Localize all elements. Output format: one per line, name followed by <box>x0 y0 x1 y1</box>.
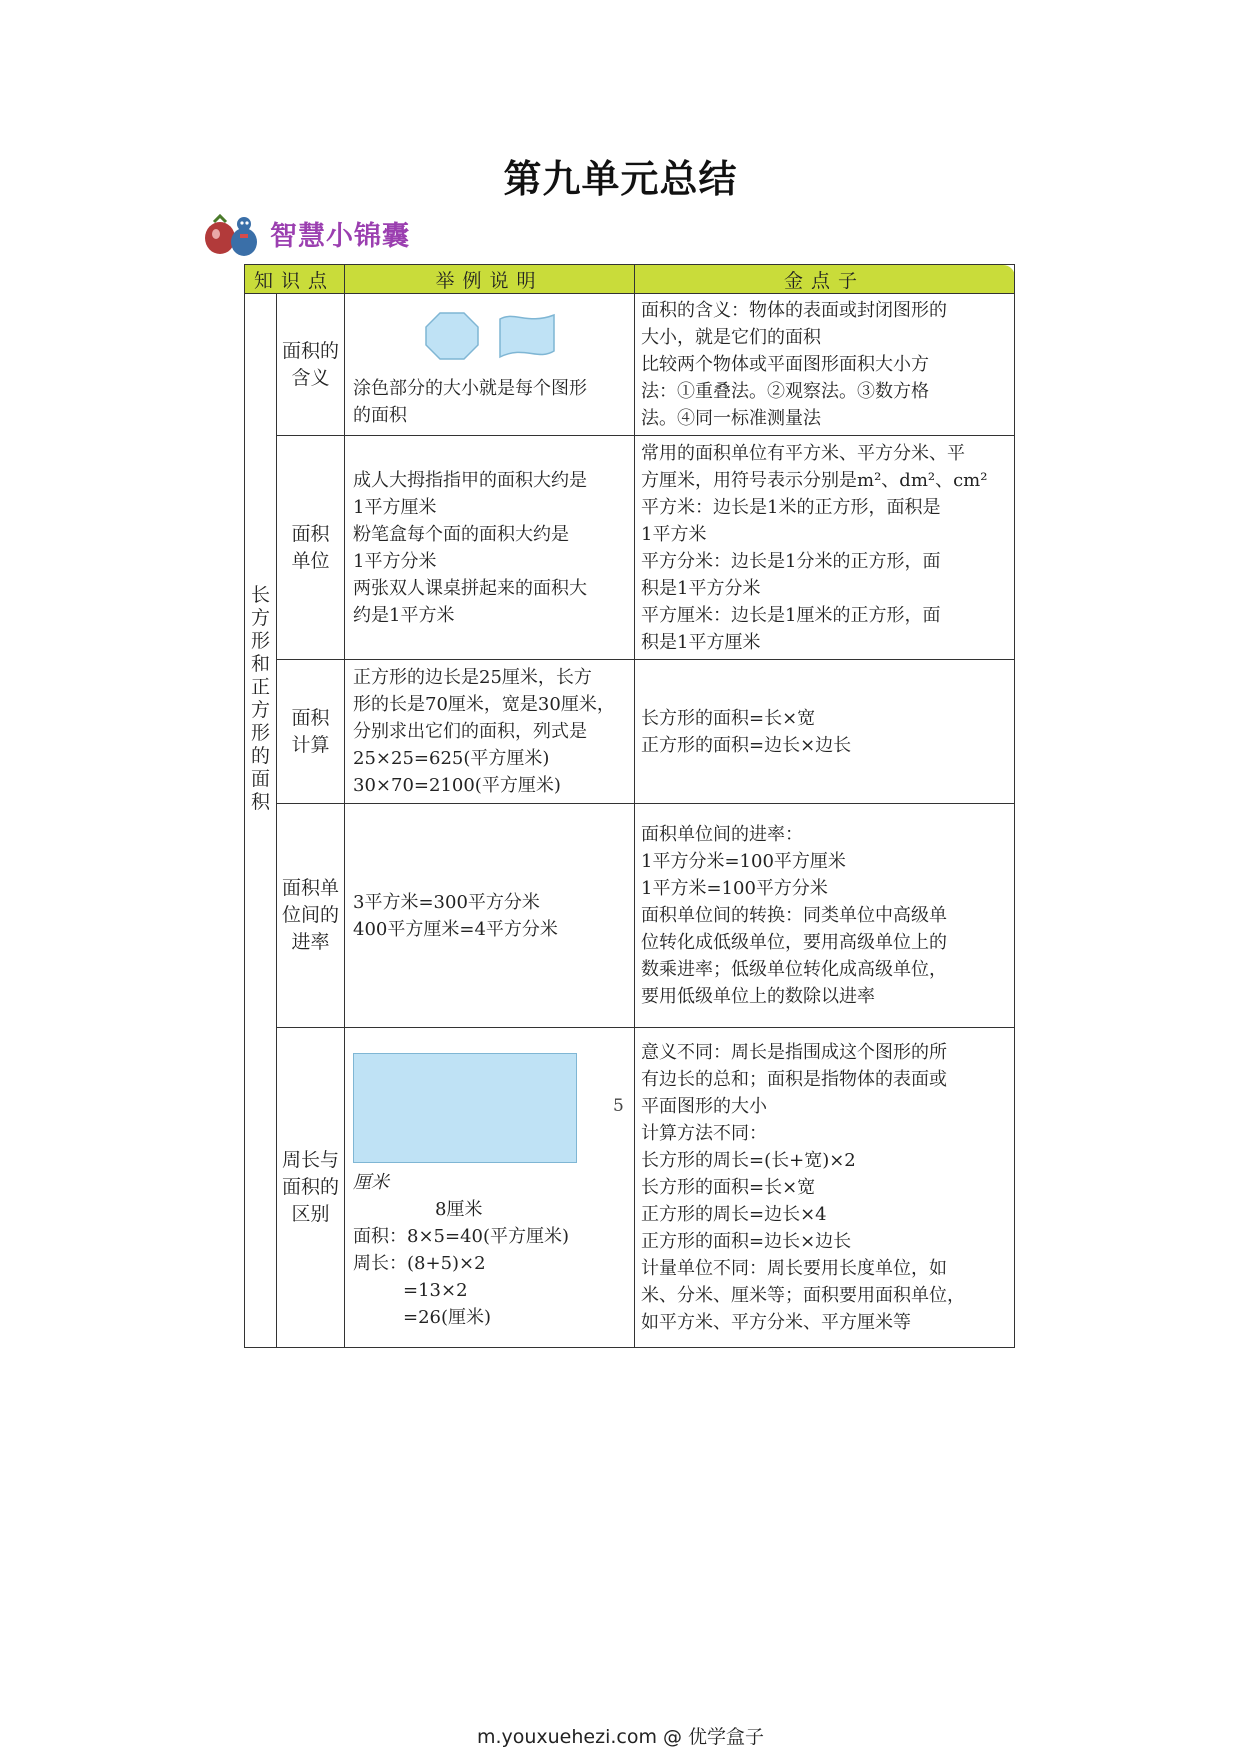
example-line: 粉笔盒每个面的面积大约是 <box>353 523 570 545</box>
tip-cell <box>635 804 1015 1028</box>
mascot-icon <box>200 208 264 258</box>
subtopic-line: 面积的 <box>282 1176 340 1198</box>
tip-line: 面积单位间的转换：同类单位中高级单 <box>641 905 948 926</box>
subtopic-cell <box>277 660 345 804</box>
subtopic-cell <box>277 436 345 660</box>
subtopic-line: 面积的 <box>282 339 340 362</box>
subtopic-line: 面积 <box>291 706 330 729</box>
wavy-shape <box>498 311 556 361</box>
example-line: 正方形的边长是25厘米，长方 <box>353 667 592 688</box>
subtopic-cell <box>277 1028 345 1348</box>
example-line: 周长：(8+5)×2 <box>353 1252 486 1274</box>
tip-line: 平方厘米：边长是1厘米的正方形，面 <box>641 604 941 626</box>
example-line: =26(厘米) <box>403 1306 492 1328</box>
tip-line: 长方形的面积=长×宽 <box>641 1177 816 1198</box>
table-row <box>245 436 1015 660</box>
example-line: 厘米 <box>353 1171 390 1193</box>
summary-table-wrap <box>244 264 1014 1348</box>
example-line: 形的长是70厘米，宽是30厘米， <box>353 694 615 715</box>
header-knowledge-point: 知识点 <box>245 265 345 294</box>
tip-line: 比较两个物体或平面图形面积大小方 <box>641 354 930 375</box>
tip-line: 正方形的面积=边长×边长 <box>641 1231 852 1252</box>
rect-side-label: 5 <box>613 1095 624 1116</box>
table-row <box>245 294 1015 436</box>
subtopic-line: 位间的 <box>282 904 340 926</box>
tip-line: 面积单位间的进率： <box>641 824 804 845</box>
header-tips: 金点子 <box>635 265 1015 294</box>
topic-cell <box>245 294 277 1348</box>
summary-table <box>244 264 1015 1348</box>
subtopic-line: 单位 <box>291 549 330 572</box>
rectangle-figure <box>353 1045 626 1157</box>
tip-cell <box>635 1028 1015 1348</box>
page-title: 第九单元总结 <box>503 157 738 201</box>
tip-line: 如平方米、平方分米、平方厘米等 <box>641 1312 912 1333</box>
tip-line: 正方形的面积=边长×边长 <box>641 734 852 756</box>
tip-line: 法：①重叠法。②观察法。③数方格 <box>641 381 930 402</box>
tip-line: 法。④同一标准测量法 <box>641 408 822 429</box>
subtopic-line: 含义 <box>291 366 330 389</box>
tip-line: 方厘米，用符号表示分别是m²、dm²、cm² <box>641 469 988 491</box>
subtopic-line: 面积单 <box>282 877 340 899</box>
example-cell <box>345 436 635 660</box>
example-line: 8厘米 <box>435 1198 483 1220</box>
tip-cell <box>635 436 1015 660</box>
example-line: 约是1平方米 <box>353 604 455 626</box>
tip-line: 积是1平方厘米 <box>641 631 761 653</box>
table-row <box>245 804 1015 1028</box>
table-row <box>245 1028 1015 1348</box>
shape-illustrations <box>353 311 626 361</box>
footer-source: m.youxuehezi.com @ 优学盒子 <box>476 1726 765 1748</box>
banner <box>200 208 410 258</box>
tip-line: 有边长的总和；面积是指物体的表面或 <box>641 1069 948 1090</box>
tip-cell <box>635 660 1015 804</box>
table-header-row <box>245 265 1015 294</box>
tip-line: 平方分米：边长是1分米的正方形，面 <box>641 550 941 572</box>
tip-line: 米、分米、厘米等；面积要用面积单位， <box>641 1285 966 1306</box>
tip-cell <box>635 294 1015 436</box>
subtopic-line: 周长与 <box>282 1149 340 1171</box>
example-cell <box>345 1028 635 1348</box>
example-line: 30×70=2100(平方厘米) <box>353 775 561 796</box>
tip-line: 平方米：边长是1米的正方形，面积是 <box>641 496 941 518</box>
tip-line: 正方形的周长=边长×4 <box>641 1204 827 1225</box>
example-line: =13×2 <box>403 1279 468 1301</box>
tip-line: 要用低级单位上的数除以进率 <box>641 986 876 1007</box>
example-line: 成人大拇指指甲的面积大约是 <box>353 469 588 491</box>
example-line: 的面积 <box>353 404 408 426</box>
example-line: 3平方米=300平方分米 <box>353 891 540 913</box>
topic-label: 长方形和正方形的面积 <box>250 584 270 813</box>
header-example: 举例说明 <box>345 265 635 294</box>
example-line: 分别求出它们的面积，列式是 <box>353 721 588 742</box>
tip-line: 数乘进率；低级单位转化成高级单位， <box>641 959 948 980</box>
tip-line: 计算方法不同： <box>641 1123 768 1144</box>
subtopic-line: 计算 <box>291 733 330 756</box>
tip-line: 长方形的周长=(长+宽)×2 <box>641 1150 856 1171</box>
octagon-shape <box>424 311 480 361</box>
rectangle-shape <box>353 1053 577 1163</box>
subtopic-line: 进率 <box>291 931 330 953</box>
tip-line: 大小，就是它们的面积 <box>641 327 822 348</box>
tip-line: 1平方米 <box>641 523 707 545</box>
tip-line: 长方形的面积=长×宽 <box>641 707 816 729</box>
tip-line: 意义不同：周长是指围成这个图形的所 <box>641 1042 948 1063</box>
example-line: 涂色部分的大小就是每个图形 <box>353 377 588 399</box>
example-cell <box>345 804 635 1028</box>
example-line: 1平方分米 <box>353 550 437 572</box>
tip-line: 1平方分米=100平方厘米 <box>641 851 846 872</box>
subtopic-line: 区别 <box>291 1203 330 1225</box>
subtopic-cell <box>277 294 345 436</box>
tip-line: 位转化成低级单位，要用高级单位上的 <box>641 932 948 953</box>
example-line: 面积：8×5=40(平方厘米) <box>353 1225 570 1247</box>
tip-line: 面积的含义：物体的表面或封闭图形的 <box>641 300 948 321</box>
table-row <box>245 660 1015 804</box>
banner-label: 智慧小锦囊 <box>270 220 410 252</box>
subtopic-cell <box>277 804 345 1028</box>
tip-line: 计量单位不同：周长要用长度单位，如 <box>641 1258 948 1279</box>
example-line: 两张双人课桌拼起来的面积大 <box>353 577 588 599</box>
tip-line: 积是1平方分米 <box>641 577 761 599</box>
example-line: 1平方厘米 <box>353 496 437 518</box>
subtopic-line: 面积 <box>291 522 330 545</box>
example-line: 400平方厘米=4平方分米 <box>353 918 558 940</box>
tip-line: 平面图形的大小 <box>641 1096 768 1117</box>
example-line: 25×25=625(平方厘米) <box>353 748 550 769</box>
tip-line: 1平方米=100平方分米 <box>641 878 828 899</box>
example-cell <box>345 660 635 804</box>
example-cell <box>345 294 635 436</box>
tip-line: 常用的面积单位有平方米、平方分米、平 <box>641 442 966 464</box>
